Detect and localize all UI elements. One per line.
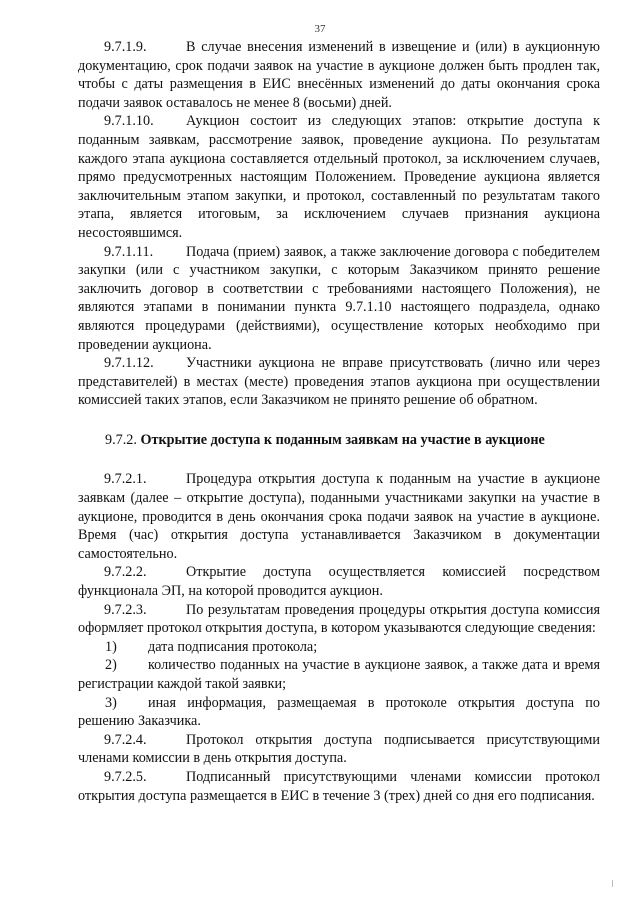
clause-number: 9.7.2.2. [104,564,147,581]
paragraph-9-7-1-11 [78,243,600,355]
section-title: Открытие доступа к поданным заявкам на участие в аукционе [140,431,545,448]
clause-number: 9.7.2.1. [104,471,147,488]
paragraph-9-7-2-1 [78,470,600,563]
list-item-number: 3) [105,694,117,711]
paragraph-9-7-2-5 [78,768,600,805]
clause-text: Протокол открытия доступа подписывается присутствующими членами комиссии в день открытия доступа. [78,731,600,767]
clause-number: 9.7.1.11. [104,243,154,260]
paragraph-9-7-2-2 [78,563,600,600]
scan-mark [612,880,613,887]
clause-text: По результатам проведения процедуры открытия доступа комиссия оформляет протокол открытия доступа, в котором указываются следующие сведения: [78,601,600,637]
clause-number: 9.7.1.12. [104,355,154,372]
clause-text: Подписанный присутствующими членами комиссии протокол открытия доступа размещается в ЕИС в течение 3 (трех) дней со дня его подписания. [78,768,600,804]
paragraph-9-7-2-4 [78,731,600,768]
section-heading [78,431,600,450]
clause-number: 9.7.1.9. [104,39,147,55]
clause-text: Открытие доступа осуществляется комиссией посредством функционала ЭП, на которой проводится аукцион. [78,564,600,600]
list-item [78,656,600,693]
paragraph-9-7-2-3 [78,601,600,638]
clause-number: 9.7.2.5. [104,768,147,785]
list-item-number: 1) [105,638,117,655]
list-item-text: дата подписания протокола; [148,638,318,655]
clause-number: 9.7.2.3. [104,601,147,618]
clause-number: 9.7.2.4. [104,731,147,748]
section-number: 9.7.2. [105,431,137,448]
clause-number: 9.7.1.10. [104,113,154,130]
clause-text: Подача (прием) заявок, а также заключение договора с победителем закупки (или с участником закупки, с которым Заказчиком принято решение заключить договор в соответствии с требованиями настоящего Положения), не являются этапами в понимании пункта 9.7.1.10 настоящего подраздела, однако являются процедурами (действиями), осуществление которых необходимо при проведении аукциона. [78,243,600,353]
paragraph-9-7-1-10 [78,112,600,242]
page-number: 37 [314,23,326,35]
clause-text: Аукцион состоит из следующих этапов: открытие доступа к поданным заявкам, рассмотрение заявок, проведение аукциона. По результатам каждого этапа аукциона составляется отдельный протокол, за исключением случаев, прямо предусмотренных настоящим Положением. Проведение аукциона является заключительным этапом закупки, и протокол, составленный по результатам такого этапа, является итоговым, за исключением случаев признания аукциона несостоявшимся. [78,113,600,241]
paragraph-9-7-1-9 [78,38,600,112]
paragraph-9-7-1-12 [78,354,600,410]
document-body [78,38,600,805]
clause-text: Процедура открытия доступа к поданным на участие в аукционе заявкам (далее – открытие доступа), поданными участниками закупки на участие в аукционе, проводится в день окончания срока подачи заявок на участие в аукционе. Время (час) открытия доступа устанавливается Заказчиком в документации самостоятельно. [78,471,600,562]
list-item [78,694,600,731]
clause-text: Участники аукциона не вправе присутствовать (лично или через представителей) в местах (месте) проведения этапов аукциона при осуществлении комиссией таких этапов, если Заказчиком не принято решение об обратном. [78,355,600,409]
clause-text: В случае внесения изменений в извещение и (или) в аукционную документацию, срок подачи заявок на участие в аукционе должен быть продлен так, чтобы с даты размещения в ЕИС внесённых изменений до даты окончания срока подачи заявок оставалось не менее 8 (восьми) дней. [78,39,600,111]
list-item-text: иная информация, размещаемая в протоколе открытия доступа по решению Заказчика. [78,694,600,730]
list-item [78,638,600,657]
list-item-number: 2) [105,657,117,674]
list-item-text: количество поданных на участие в аукционе заявок, а также дата и время регистрации каждой такой заявки; [78,657,600,692]
